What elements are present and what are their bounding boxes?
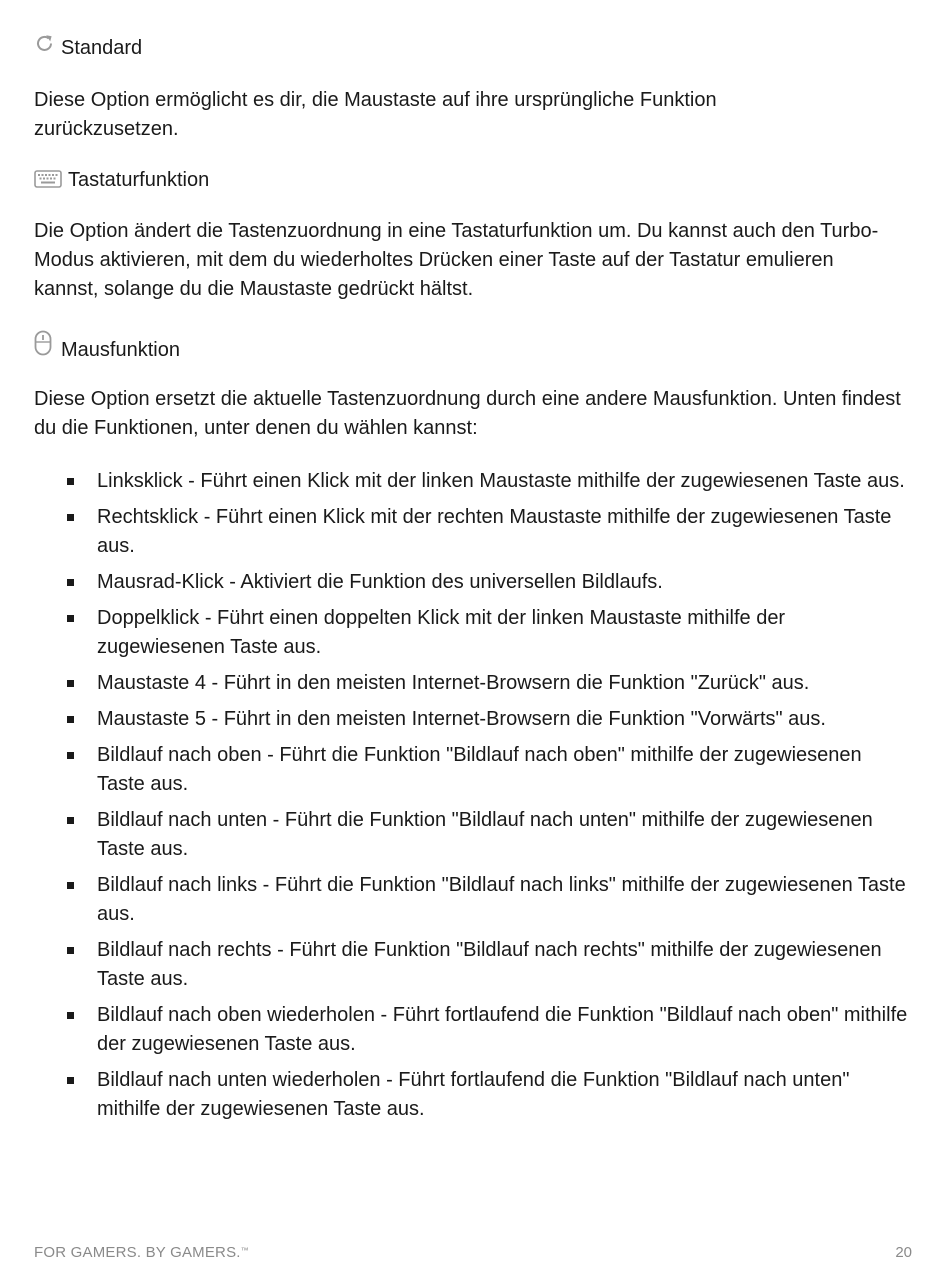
bullet-marker — [67, 716, 74, 723]
list-item — [34, 936, 914, 994]
bullet-marker — [67, 752, 74, 759]
list-item-text: Maustaste 5 - Führt in den meisten Internet-Browsern die Funktion "Vorwärts" aus. — [97, 708, 826, 730]
bullet-marker — [67, 680, 74, 687]
list-item-text: Bildlauf nach oben wiederholen - Führt fortlaufend die Funktion "Bildlauf nach oben" mithilfe der zugewiesenen Taste aus. — [97, 1004, 908, 1055]
mouse-function-list — [34, 467, 914, 1131]
list-item-text: Bildlauf nach unten - Führt die Funktion "Bildlauf nach unten" mithilfe der zugewiesenen Taste aus. — [97, 809, 873, 860]
list-item — [34, 741, 914, 799]
bullet-marker — [67, 1012, 74, 1019]
list-item-text: Maustaste 4 - Führt in den meisten Internet-Browsern die Funktion "Zurück" aus. — [97, 672, 810, 694]
footer-tagline-text: FOR GAMERS. BY GAMERS. — [34, 1244, 241, 1261]
trademark-symbol: ™ — [240, 1246, 249, 1255]
list-item — [34, 503, 914, 561]
bullet-marker — [67, 514, 74, 521]
section-title: Mausfunktion — [61, 339, 180, 361]
list-item — [34, 705, 914, 734]
list-item — [34, 1066, 914, 1124]
list-item — [34, 871, 914, 929]
bullet-marker — [67, 615, 74, 622]
bullet-marker — [67, 579, 74, 586]
bullet-marker — [67, 882, 74, 889]
section-heading-standard — [34, 36, 142, 60]
list-item — [34, 806, 914, 864]
section-title: Standard — [61, 37, 143, 59]
refresh-icon — [34, 33, 55, 54]
list-item-text: Linksklick - Führt einen Klick mit der linken Maustaste mithilfe der zugewiesenen Taste aus. — [97, 470, 905, 492]
list-item — [34, 604, 914, 662]
list-item-text: Bildlauf nach oben - Führt die Funktion "Bildlauf nach oben" mithilfe der zugewiesenen Taste aus. — [97, 744, 862, 795]
mouse-icon — [34, 330, 52, 356]
section-paragraph-standard: Diese Option ermöglicht es dir, die Maustaste auf ihre ursprüngliche Funktion zurückzusetzen. — [34, 89, 717, 140]
section-paragraph-mausfunktion: Diese Option ersetzt die aktuelle Tastenzuordnung durch eine andere Mausfunktion. Unten findest du die Funktionen, unter denen du wählen kannst: — [34, 388, 901, 439]
list-item-text: Bildlauf nach rechts - Führt die Funktion "Bildlauf nach rechts" mithilfe der zugewiesenen Taste aus. — [97, 939, 882, 990]
section-heading-tastaturfunktion — [34, 168, 209, 192]
list-item — [34, 669, 914, 698]
page-number: 20 — [895, 1244, 912, 1261]
list-item — [34, 467, 914, 496]
list-item-text: Rechtsklick - Führt einen Klick mit der rechten Maustaste mithilfe der zugewiesenen Taste aus. — [97, 506, 892, 557]
list-item — [34, 1001, 914, 1059]
list-item-text: Doppelklick - Führt einen doppelten Klick mit der linken Maustaste mithilfe der zugewiesenen Taste aus. — [97, 607, 786, 658]
bullet-marker — [67, 1077, 74, 1084]
keyboard-icon — [34, 170, 62, 188]
bullet-marker — [67, 947, 74, 954]
list-item — [34, 568, 914, 597]
section-paragraph-tastaturfunktion: Die Option ändert die Tastenzuordnung in eine Tastaturfunktion um. Du kannst auch den Turbo-Modus aktivieren, mit dem du wiederholtes Drücken einer Taste auf der Tastatur emulieren kannst, solange du die Maustaste gedrückt hältst. — [34, 220, 879, 300]
list-item-text: Mausrad-Klick - Aktiviert die Funktion des universellen Bildlaufs. — [97, 571, 663, 593]
section-title: Tastaturfunktion — [68, 169, 210, 191]
footer-tagline — [34, 1244, 249, 1262]
section-heading-mausfunktion — [34, 336, 180, 362]
bullet-marker — [67, 478, 74, 485]
list-item-text: Bildlauf nach links - Führt die Funktion "Bildlauf nach links" mithilfe der zugewiesenen Taste aus. — [97, 874, 906, 925]
list-item-text: Bildlauf nach unten wiederholen - Führt fortlaufend die Funktion "Bildlauf nach unten" mithilfe der zugewiesenen Taste aus. — [97, 1069, 850, 1120]
bullet-marker — [67, 817, 74, 824]
